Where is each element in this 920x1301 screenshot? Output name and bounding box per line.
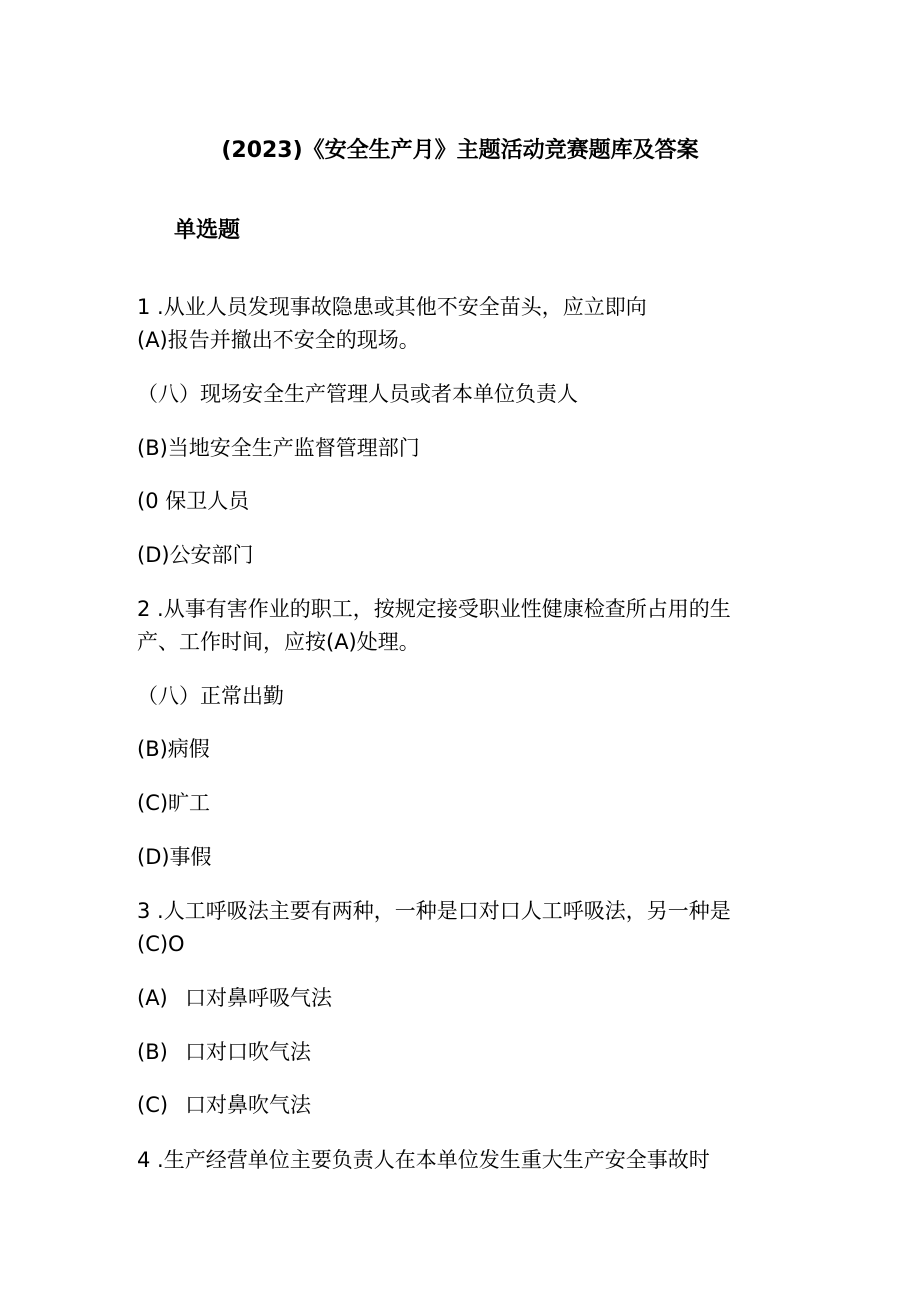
question-1-option-a: （八）现场安全生产管理人员或者本单位负责人 bbox=[137, 382, 578, 406]
question-3-option-a bbox=[137, 983, 332, 1013]
question-3-option-b bbox=[137, 1037, 311, 1067]
option-letter: (C) bbox=[137, 1093, 169, 1117]
question-2-stem-line-2: 产、工作时间，应按(A)处理。 bbox=[137, 630, 420, 654]
question-1-option-b: (B)当地安全生产监督管理部门 bbox=[137, 436, 420, 460]
option-letter: (A) bbox=[137, 986, 168, 1010]
section-heading: 单选题 bbox=[174, 218, 241, 243]
question-2-option-d: (D)事假 bbox=[137, 845, 212, 869]
question-3-stem-line-2: (C)O bbox=[137, 932, 185, 956]
question-2-option-c: (C)旷工 bbox=[137, 791, 211, 815]
option-text: 口对鼻吹气法 bbox=[185, 1093, 311, 1117]
question-1-option-c: (0 保卫人员 bbox=[137, 489, 250, 513]
question-1-stem-line-2: (A)报告并撤出不安全的现场。 bbox=[137, 328, 420, 352]
document-title: (2023)《安全生产月》主题活动竞赛题库及答案 bbox=[221, 138, 699, 163]
question-3-option-c bbox=[137, 1090, 311, 1120]
question-1-option-d: (D)公安部门 bbox=[137, 543, 254, 567]
option-text: 口对口吹气法 bbox=[185, 1040, 311, 1064]
question-1-stem-line-1: 1 .从业人员发现事故隐患或其他不安全苗头，应立即向 bbox=[137, 295, 647, 319]
question-2-stem-line-1: 2 .从事有害作业的职工，按规定接受职业性健康检查所占用的生 bbox=[137, 597, 731, 621]
question-2-option-a: （八）正常出勤 bbox=[137, 684, 284, 708]
option-text: 口对鼻呼吸气法 bbox=[185, 986, 332, 1010]
option-letter: (B) bbox=[137, 1040, 168, 1064]
question-4-stem-line-1: 4 .生产经营单位主要负责人在本单位发生重大生产安全事故时 bbox=[137, 1148, 710, 1172]
question-2-option-b: (B)病假 bbox=[137, 737, 210, 761]
question-3-stem-line-1: 3 .人工呼吸法主要有两种，一种是口对口人工呼吸法，另一种是 bbox=[137, 899, 731, 923]
